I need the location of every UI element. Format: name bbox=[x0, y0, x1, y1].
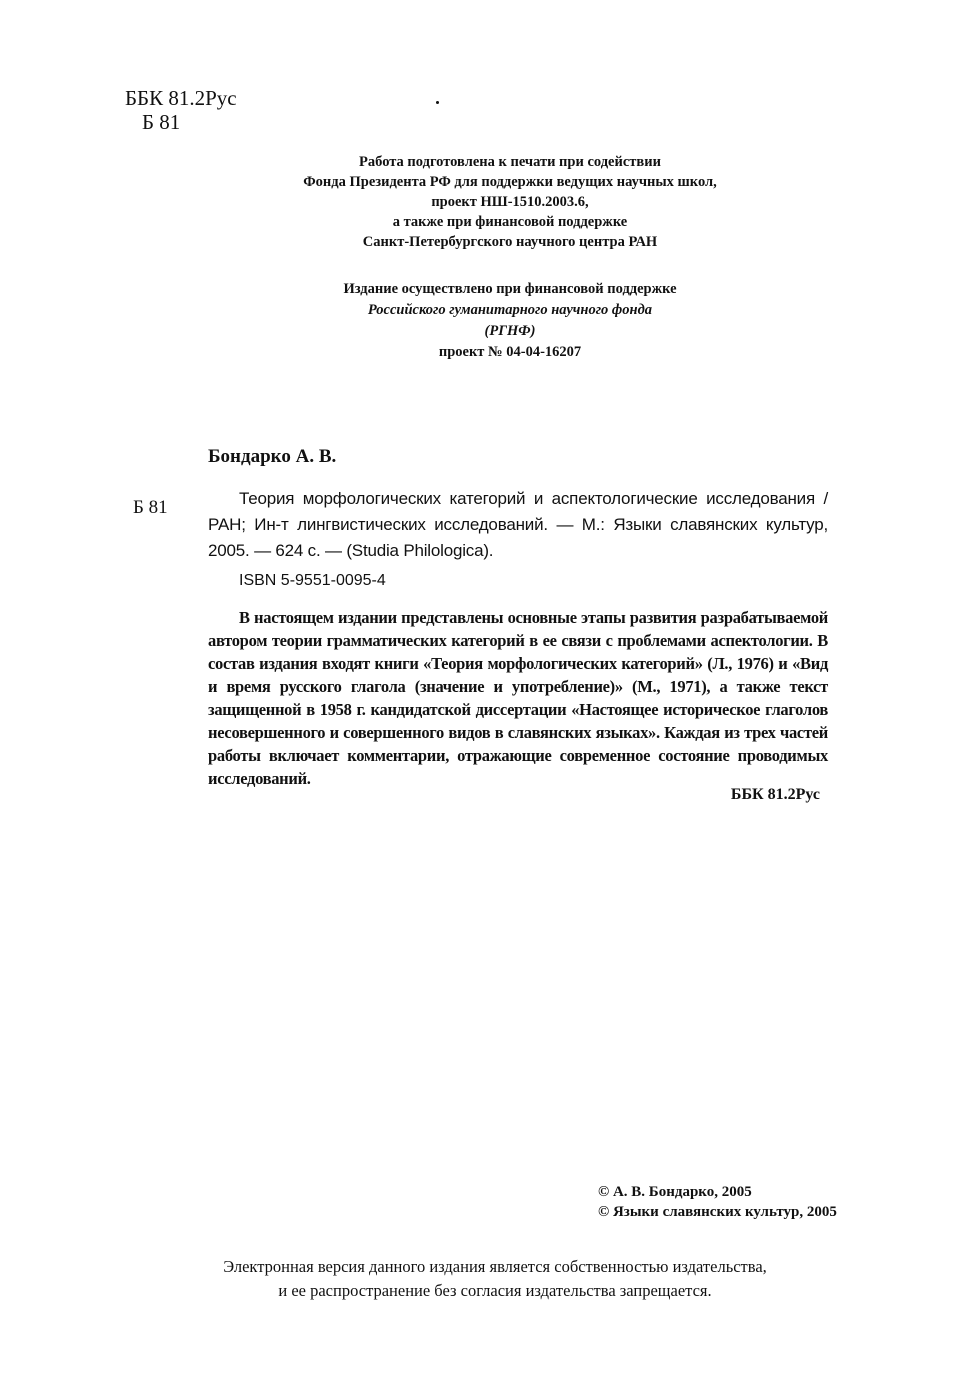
notice-line: Электронная версия данного издания является собственностью издательства, bbox=[223, 1257, 767, 1276]
copyright-publisher: © Языки славянских культур, 2005 bbox=[598, 1204, 837, 1220]
bbk-code: ББК 81.2Рус bbox=[125, 86, 237, 110]
catalog-author: Бондарко А. В. bbox=[208, 446, 337, 467]
copyright-author: © А. В. Бондарко, 2005 bbox=[598, 1184, 752, 1200]
support-line: а также при финансовой поддержке bbox=[392, 214, 628, 230]
funding-block bbox=[230, 279, 790, 363]
support-block bbox=[230, 152, 790, 252]
funding-line: Издание осуществлено при финансовой поддержке bbox=[343, 281, 677, 297]
stray-dot bbox=[436, 101, 439, 104]
support-line: Работа подготовлена к печати при содействии bbox=[359, 154, 661, 170]
catalog-code: Б 81 bbox=[133, 497, 168, 518]
catalog-citation: Теория морфологических категорий и аспектологические исследования / РАН; Ин-т лингвистических исследований. — М.: Языки славянских культур, 2005. — 624 с. — (Studia Philologica). bbox=[208, 489, 828, 560]
support-line: Санкт-Петербургского научного центра РАН bbox=[362, 234, 658, 250]
bbk-footer: ББК 81.2Рус bbox=[730, 786, 820, 803]
copyright-block bbox=[598, 1182, 837, 1222]
funding-abbreviation: (РГНФ) bbox=[484, 323, 536, 339]
notice-line: и ее распространение без согласия издательства запрещается. bbox=[278, 1281, 712, 1300]
author-code: Б 81 bbox=[142, 110, 181, 134]
support-line: Фонда Президента РФ для поддержки ведущих научных школ, bbox=[303, 174, 717, 190]
support-line: проект НШ-1510.2003.6, bbox=[431, 194, 589, 210]
electronic-notice bbox=[100, 1255, 890, 1303]
bbk-header bbox=[125, 86, 237, 134]
funding-project: проект № 04-04-16207 bbox=[438, 344, 582, 360]
isbn: ISBN 5-9551-0095-4 bbox=[239, 572, 386, 589]
funding-foundation: Российского гуманитарного научного фонда bbox=[367, 302, 653, 318]
abstract: В настоящем издании представлены основные этапы развития разрабатываемой автором теории грамматических категорий в ее связи с проблемами аспектологии. В состав издания входят книги «Теория морфологических категорий» (Л., 1976) и «Вид и время русского глагола (значение и употребление)» (М., 1971), а также текст защищенной в 1958 г. кандидатской диссертации «Настоящее историческое глаголов несовершенного и совершенного видов в славянских языках». Каждая из трех частей работы включает комментарии, отражающие современное состояние проводимых исследований. bbox=[208, 608, 828, 788]
